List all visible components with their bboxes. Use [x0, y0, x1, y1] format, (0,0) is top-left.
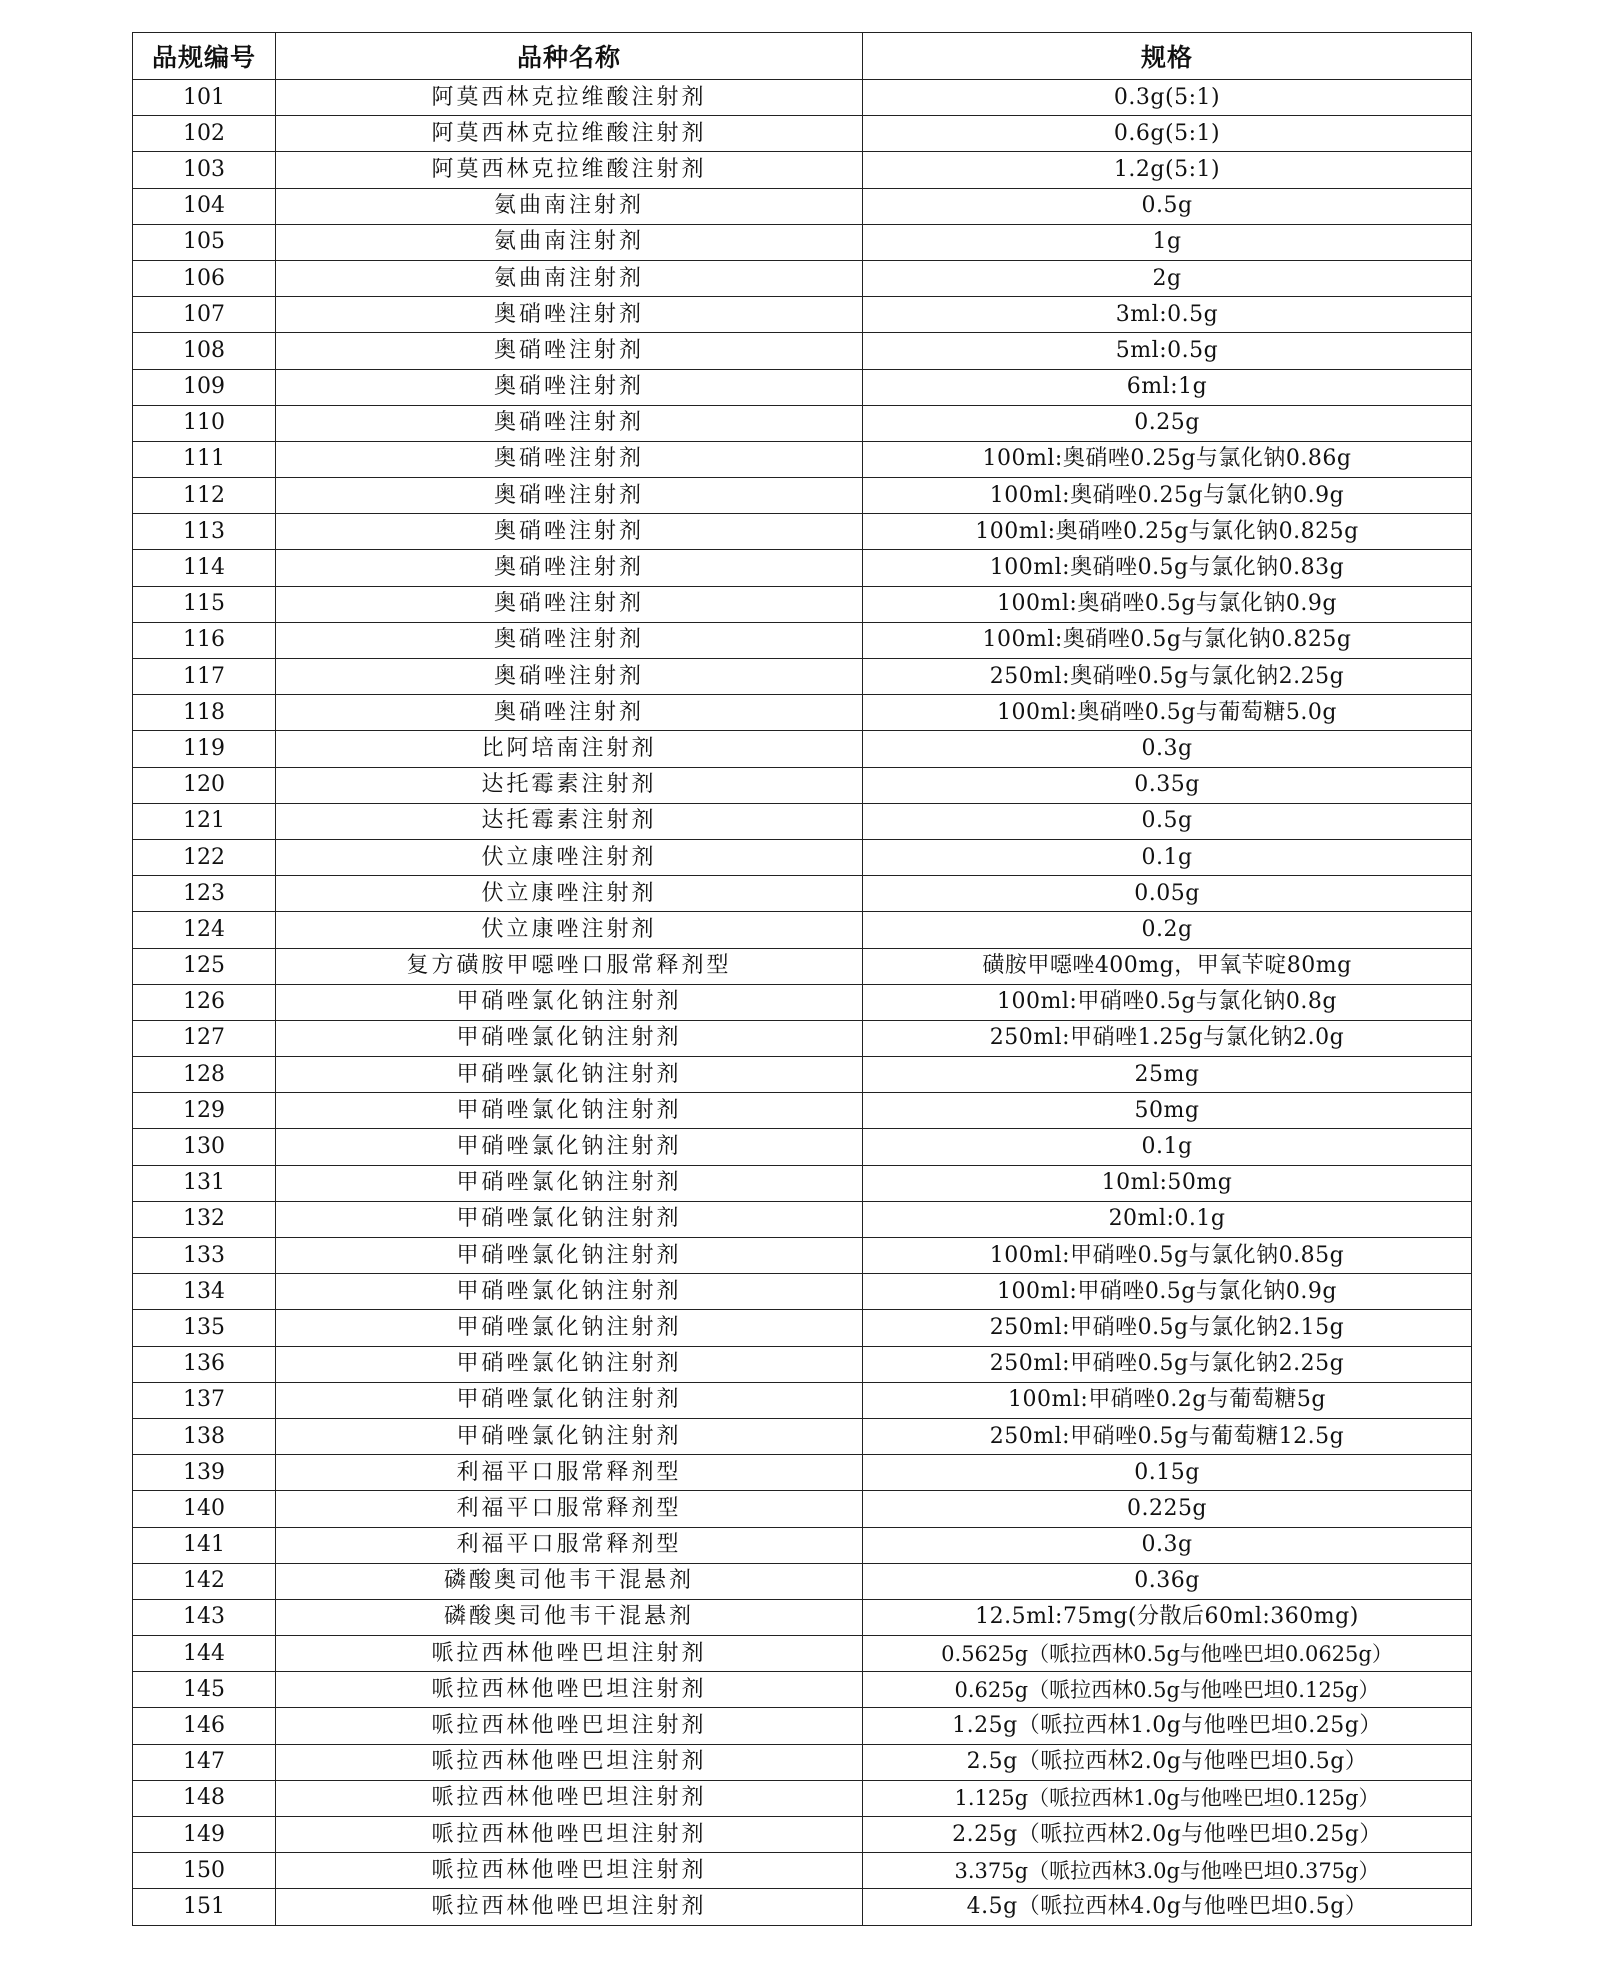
row-spec-cell: 0.225g	[863, 1491, 1472, 1527]
row-spec-cell: 250ml:甲硝唑0.5g与葡萄糖12.5g	[863, 1418, 1472, 1454]
row-code-cell: 140	[133, 1491, 276, 1527]
row-spec-cell: 2g	[863, 260, 1472, 296]
row-name-cell: 磷酸奥司他韦干混悬剂	[276, 1599, 863, 1635]
table-row	[133, 1889, 1472, 1925]
table-row	[133, 152, 1472, 188]
row-code-cell: 116	[133, 622, 276, 658]
row-name-cell: 奥硝唑注射剂	[276, 622, 863, 658]
row-code-cell: 141	[133, 1527, 276, 1563]
row-code-cell: 114	[133, 550, 276, 586]
row-spec-cell: 0.05g	[863, 876, 1472, 912]
row-name-cell: 甲硝唑氯化钠注射剂	[276, 1020, 863, 1056]
row-code-cell: 120	[133, 767, 276, 803]
row-spec-cell: 6ml:1g	[863, 369, 1472, 405]
row-spec-cell: 0.6g(5:1)	[863, 116, 1472, 152]
row-code-cell: 147	[133, 1744, 276, 1780]
row-spec-cell: 20ml:0.1g	[863, 1201, 1472, 1237]
row-code-cell: 122	[133, 839, 276, 875]
row-name-cell: 奥硝唑注射剂	[276, 405, 863, 441]
row-name-cell: 伏立康唑注射剂	[276, 839, 863, 875]
row-name-cell: 甲硝唑氯化钠注射剂	[276, 1057, 863, 1093]
row-name-cell: 奥硝唑注射剂	[276, 550, 863, 586]
row-code-cell: 123	[133, 876, 276, 912]
table-row	[133, 1599, 1472, 1635]
table-row	[133, 586, 1472, 622]
table-row	[133, 550, 1472, 586]
row-name-cell: 伏立康唑注射剂	[276, 876, 863, 912]
row-name-cell: 奥硝唑注射剂	[276, 695, 863, 731]
row-code-cell: 150	[133, 1853, 276, 1889]
row-name-cell: 奥硝唑注射剂	[276, 333, 863, 369]
row-code-cell: 129	[133, 1093, 276, 1129]
table-row	[133, 405, 1472, 441]
table-row	[133, 1563, 1472, 1599]
row-name-cell: 阿莫西林克拉维酸注射剂	[276, 116, 863, 152]
header-row	[133, 33, 1472, 80]
row-spec-cell: 0.3g(5:1)	[863, 80, 1472, 116]
row-spec-cell: 100ml:甲硝唑0.2g与葡萄糖5g	[863, 1382, 1472, 1418]
row-spec-cell: 0.5g	[863, 803, 1472, 839]
header-code: 品规编号	[133, 33, 276, 80]
row-code-cell: 144	[133, 1636, 276, 1672]
table-row	[133, 1274, 1472, 1310]
row-spec-cell: 2.5g（哌拉西林2.0g与他唑巴坦0.5g）	[863, 1744, 1472, 1780]
table-row	[133, 1817, 1472, 1853]
row-name-cell: 甲硝唑氯化钠注射剂	[276, 1201, 863, 1237]
row-spec-cell: 100ml:甲硝唑0.5g与氯化钠0.85g	[863, 1238, 1472, 1274]
table-body	[133, 80, 1472, 1926]
row-name-cell: 阿莫西林克拉维酸注射剂	[276, 80, 863, 116]
row-name-cell: 奥硝唑注射剂	[276, 659, 863, 695]
row-code-cell: 137	[133, 1382, 276, 1418]
row-name-cell: 甲硝唑氯化钠注射剂	[276, 1165, 863, 1201]
row-code-cell: 101	[133, 80, 276, 116]
row-spec-cell: 100ml:奥硝唑0.25g与氯化钠0.825g	[863, 514, 1472, 550]
table-row	[133, 622, 1472, 658]
row-code-cell: 148	[133, 1780, 276, 1816]
row-name-cell: 甲硝唑氯化钠注射剂	[276, 1093, 863, 1129]
header-name: 品种名称	[276, 33, 863, 80]
row-code-cell: 125	[133, 948, 276, 984]
row-code-cell: 139	[133, 1455, 276, 1491]
row-spec-cell: 0.5g	[863, 188, 1472, 224]
row-spec-cell: 0.625g（哌拉西林0.5g与他唑巴坦0.125g）	[863, 1672, 1472, 1708]
row-name-cell: 甲硝唑氯化钠注射剂	[276, 1238, 863, 1274]
table-row	[133, 876, 1472, 912]
row-name-cell: 甲硝唑氯化钠注射剂	[276, 984, 863, 1020]
row-code-cell: 145	[133, 1672, 276, 1708]
row-name-cell: 比阿培南注射剂	[276, 731, 863, 767]
table-row	[133, 333, 1472, 369]
row-code-cell: 138	[133, 1418, 276, 1454]
row-code-cell: 108	[133, 333, 276, 369]
row-spec-cell: 0.3g	[863, 731, 1472, 767]
table-row	[133, 1238, 1472, 1274]
table-row	[133, 80, 1472, 116]
row-code-cell: 151	[133, 1889, 276, 1925]
row-code-cell: 121	[133, 803, 276, 839]
row-spec-cell: 0.36g	[863, 1563, 1472, 1599]
row-code-cell: 103	[133, 152, 276, 188]
table-row	[133, 514, 1472, 550]
row-code-cell: 130	[133, 1129, 276, 1165]
row-name-cell: 利福平口服常释剂型	[276, 1455, 863, 1491]
row-spec-cell: 4.5g（哌拉西林4.0g与他唑巴坦0.5g）	[863, 1889, 1472, 1925]
row-code-cell: 133	[133, 1238, 276, 1274]
row-name-cell: 甲硝唑氯化钠注射剂	[276, 1418, 863, 1454]
row-name-cell: 哌拉西林他唑巴坦注射剂	[276, 1853, 863, 1889]
row-code-cell: 113	[133, 514, 276, 550]
row-spec-cell: 0.35g	[863, 767, 1472, 803]
table-row	[133, 188, 1472, 224]
row-name-cell: 哌拉西林他唑巴坦注射剂	[276, 1780, 863, 1816]
table-row	[133, 1853, 1472, 1889]
drug-spec-table	[132, 32, 1472, 1926]
row-name-cell: 甲硝唑氯化钠注射剂	[276, 1346, 863, 1382]
row-code-cell: 127	[133, 1020, 276, 1056]
row-spec-cell: 250ml:奥硝唑0.5g与氯化钠2.25g	[863, 659, 1472, 695]
table-row	[133, 1744, 1472, 1780]
table-row	[133, 1527, 1472, 1563]
row-spec-cell: 0.5625g（哌拉西林0.5g与他唑巴坦0.0625g）	[863, 1636, 1472, 1672]
row-spec-cell: 0.2g	[863, 912, 1472, 948]
row-spec-cell: 0.1g	[863, 1129, 1472, 1165]
row-code-cell: 105	[133, 224, 276, 260]
row-code-cell: 128	[133, 1057, 276, 1093]
row-spec-cell: 3ml:0.5g	[863, 297, 1472, 333]
row-name-cell: 奥硝唑注射剂	[276, 478, 863, 514]
row-spec-cell: 100ml:甲硝唑0.5g与氯化钠0.9g	[863, 1274, 1472, 1310]
table-row	[133, 659, 1472, 695]
table-row	[133, 1382, 1472, 1418]
row-spec-cell: 25mg	[863, 1057, 1472, 1093]
row-code-cell: 135	[133, 1310, 276, 1346]
row-spec-cell: 100ml:甲硝唑0.5g与氯化钠0.8g	[863, 984, 1472, 1020]
table-row	[133, 260, 1472, 296]
row-name-cell: 哌拉西林他唑巴坦注射剂	[276, 1817, 863, 1853]
table-row	[133, 1455, 1472, 1491]
row-spec-cell: 2.25g（哌拉西林2.0g与他唑巴坦0.25g）	[863, 1817, 1472, 1853]
row-name-cell: 达托霉素注射剂	[276, 767, 863, 803]
row-name-cell: 甲硝唑氯化钠注射剂	[276, 1274, 863, 1310]
header-spec: 规格	[863, 33, 1472, 80]
row-spec-cell: 1.125g（哌拉西林1.0g与他唑巴坦0.125g）	[863, 1780, 1472, 1816]
table-row	[133, 224, 1472, 260]
table-row	[133, 116, 1472, 152]
row-code-cell: 117	[133, 659, 276, 695]
row-spec-cell: 0.3g	[863, 1527, 1472, 1563]
row-code-cell: 119	[133, 731, 276, 767]
row-code-cell: 102	[133, 116, 276, 152]
table-row	[133, 1057, 1472, 1093]
table-row	[133, 441, 1472, 477]
row-name-cell: 氨曲南注射剂	[276, 224, 863, 260]
row-spec-cell: 1g	[863, 224, 1472, 260]
row-spec-cell: 250ml:甲硝唑0.5g与氯化钠2.25g	[863, 1346, 1472, 1382]
row-name-cell: 奥硝唑注射剂	[276, 297, 863, 333]
row-name-cell: 甲硝唑氯化钠注射剂	[276, 1129, 863, 1165]
row-spec-cell: 12.5ml:75mg(分散后60ml:360mg)	[863, 1599, 1472, 1635]
row-code-cell: 107	[133, 297, 276, 333]
row-spec-cell: 250ml:甲硝唑1.25g与氯化钠2.0g	[863, 1020, 1472, 1056]
row-name-cell: 哌拉西林他唑巴坦注射剂	[276, 1889, 863, 1925]
row-code-cell: 136	[133, 1346, 276, 1382]
row-name-cell: 复方磺胺甲噁唑口服常释剂型	[276, 948, 863, 984]
table-row	[133, 1346, 1472, 1382]
table-row	[133, 1672, 1472, 1708]
row-name-cell: 哌拉西林他唑巴坦注射剂	[276, 1636, 863, 1672]
row-code-cell: 112	[133, 478, 276, 514]
table-row	[133, 1129, 1472, 1165]
table-row	[133, 1093, 1472, 1129]
row-spec-cell: 1.25g（哌拉西林1.0g与他唑巴坦0.25g）	[863, 1708, 1472, 1744]
row-code-cell: 134	[133, 1274, 276, 1310]
row-spec-cell: 1.2g(5:1)	[863, 152, 1472, 188]
table-row	[133, 1780, 1472, 1816]
row-name-cell: 利福平口服常释剂型	[276, 1527, 863, 1563]
row-code-cell: 143	[133, 1599, 276, 1635]
table-row	[133, 731, 1472, 767]
row-spec-cell: 100ml:奥硝唑0.5g与氯化钠0.83g	[863, 550, 1472, 586]
row-spec-cell: 0.15g	[863, 1455, 1472, 1491]
row-name-cell: 达托霉素注射剂	[276, 803, 863, 839]
row-spec-cell: 100ml:奥硝唑0.5g与葡萄糖5.0g	[863, 695, 1472, 731]
row-spec-cell: 250ml:甲硝唑0.5g与氯化钠2.15g	[863, 1310, 1472, 1346]
row-name-cell: 阿莫西林克拉维酸注射剂	[276, 152, 863, 188]
row-spec-cell: 100ml:奥硝唑0.25g与氯化钠0.86g	[863, 441, 1472, 477]
row-name-cell: 哌拉西林他唑巴坦注射剂	[276, 1708, 863, 1744]
row-name-cell: 哌拉西林他唑巴坦注射剂	[276, 1672, 863, 1708]
table-row	[133, 1491, 1472, 1527]
table-row	[133, 695, 1472, 731]
table-header	[133, 33, 1472, 80]
row-name-cell: 氨曲南注射剂	[276, 188, 863, 224]
row-code-cell: 132	[133, 1201, 276, 1237]
row-code-cell: 146	[133, 1708, 276, 1744]
table-row	[133, 1201, 1472, 1237]
table-row	[133, 803, 1472, 839]
row-spec-cell: 10ml:50mg	[863, 1165, 1472, 1201]
table-row	[133, 1418, 1472, 1454]
table-row	[133, 1165, 1472, 1201]
row-code-cell: 106	[133, 260, 276, 296]
row-spec-cell: 5ml:0.5g	[863, 333, 1472, 369]
row-code-cell: 131	[133, 1165, 276, 1201]
table-row	[133, 1636, 1472, 1672]
row-name-cell: 甲硝唑氯化钠注射剂	[276, 1310, 863, 1346]
table-row	[133, 839, 1472, 875]
row-spec-cell: 0.25g	[863, 405, 1472, 441]
table-row	[133, 767, 1472, 803]
row-code-cell: 142	[133, 1563, 276, 1599]
row-name-cell: 甲硝唑氯化钠注射剂	[276, 1382, 863, 1418]
row-code-cell: 104	[133, 188, 276, 224]
table-row	[133, 1020, 1472, 1056]
row-spec-cell: 磺胺甲噁唑400mg，甲氧苄啶80mg	[863, 948, 1472, 984]
row-spec-cell: 0.1g	[863, 839, 1472, 875]
row-spec-cell: 100ml:奥硝唑0.5g与氯化钠0.9g	[863, 586, 1472, 622]
row-spec-cell: 100ml:奥硝唑0.25g与氯化钠0.9g	[863, 478, 1472, 514]
table-row	[133, 948, 1472, 984]
row-name-cell: 奥硝唑注射剂	[276, 586, 863, 622]
row-name-cell: 磷酸奥司他韦干混悬剂	[276, 1563, 863, 1599]
row-code-cell: 126	[133, 984, 276, 1020]
row-spec-cell: 3.375g（哌拉西林3.0g与他唑巴坦0.375g）	[863, 1853, 1472, 1889]
row-name-cell: 奥硝唑注射剂	[276, 514, 863, 550]
table-row	[133, 912, 1472, 948]
row-code-cell: 118	[133, 695, 276, 731]
row-code-cell: 110	[133, 405, 276, 441]
row-name-cell: 哌拉西林他唑巴坦注射剂	[276, 1744, 863, 1780]
table-row	[133, 297, 1472, 333]
row-code-cell: 111	[133, 441, 276, 477]
row-code-cell: 124	[133, 912, 276, 948]
row-name-cell: 氨曲南注射剂	[276, 260, 863, 296]
row-spec-cell: 100ml:奥硝唑0.5g与氯化钠0.825g	[863, 622, 1472, 658]
row-name-cell: 利福平口服常释剂型	[276, 1491, 863, 1527]
table-row	[133, 369, 1472, 405]
row-spec-cell: 50mg	[863, 1093, 1472, 1129]
table-row	[133, 478, 1472, 514]
row-name-cell: 奥硝唑注射剂	[276, 369, 863, 405]
table-row	[133, 984, 1472, 1020]
table-row	[133, 1708, 1472, 1744]
row-name-cell: 奥硝唑注射剂	[276, 441, 863, 477]
row-name-cell: 伏立康唑注射剂	[276, 912, 863, 948]
row-code-cell: 115	[133, 586, 276, 622]
table-row	[133, 1310, 1472, 1346]
row-code-cell: 149	[133, 1817, 276, 1853]
row-code-cell: 109	[133, 369, 276, 405]
